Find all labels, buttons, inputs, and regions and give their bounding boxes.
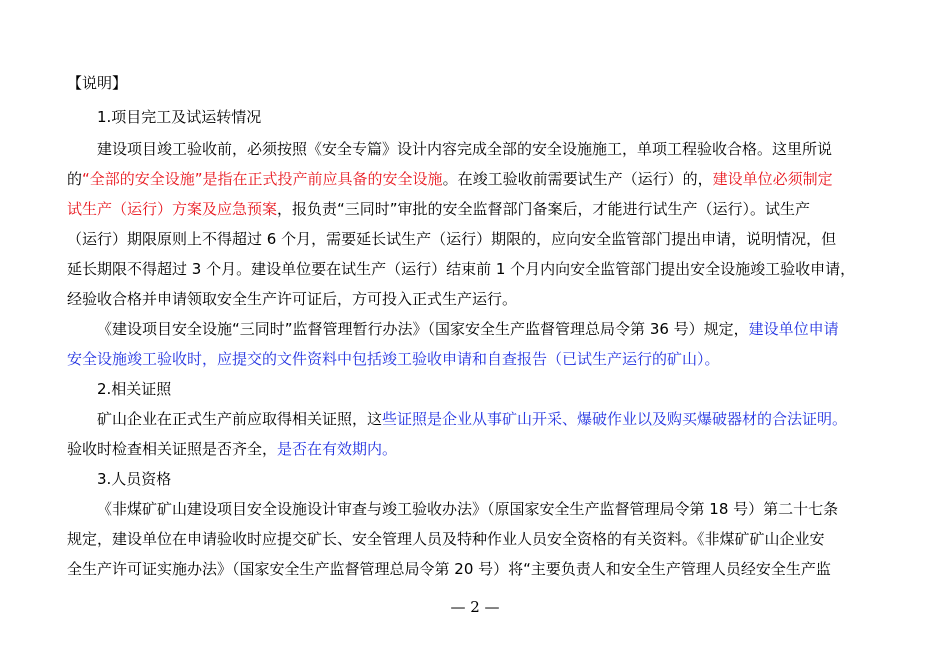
highlight-blue: 是否在有效期内。	[277, 440, 398, 458]
paragraph-2-line-2: 安全设施竣工验收时，应提交的文件资料中包括竣工验收申请和自查报告（已试生产运行的矿山）。	[67, 350, 720, 368]
paragraph-3-line-2: 验收时检查相关证照是否齐全，是否在有效期内。	[67, 440, 398, 458]
section-title-2: 2.相关证照	[97, 380, 172, 398]
paragraph-1-line-2: 的“全部的安全设施”是指在正式投产前应具备的安全设施。在竣工验收前需要试生产（运行）的，建设单位必须制定	[67, 170, 833, 188]
section-heading: 【说明】	[67, 74, 128, 92]
highlight-red: 建设单位必须制定	[712, 170, 833, 188]
paragraph-1-line-6: 经验收合格并申请领取安全生产许可证后，方可投入正式生产运行。	[67, 290, 518, 308]
highlight-red: 试生产（运行）方案及应急预案	[67, 200, 278, 218]
highlight-blue: 建设单位申请	[748, 320, 839, 338]
paragraph-4-line-2: 规定，建设单位在申请验收时应提交矿长、安全管理人员及特种作业人员安全资格的有关资料。《非煤矿矿山企业安	[67, 530, 825, 548]
highlight-blue: 些证照是企业从事矿山开采、爆破作业以及购买爆破器材的合法证明。	[382, 410, 848, 428]
page-number: — 2 —	[450, 598, 500, 616]
highlight-red: “全部的安全设施”是指在正式投产前应具备的安全设施	[82, 170, 443, 188]
paragraph-2-line-1: 《建设项目安全设施“三同时”监督管理暂行办法》（国家安全生产监督管理总局令第 36 号）规定，建设单位申请	[97, 320, 839, 338]
section-title-1: 1.项目完工及试运转情况	[97, 108, 262, 126]
paragraph-1-line-3: 试生产（运行）方案及应急预案，报负责“三同时”审批的安全监督部门备案后，才能进行试生产（运行）。试生产	[67, 200, 811, 218]
paragraph-1-line-1: 建设项目竣工验收前，必须按照《安全专篇》设计内容完成全部的安全设施施工，单项工程验收合格。这里所说	[97, 140, 833, 158]
paragraph-1-line-4: （运行）期限原则上不得超过 6 个月，需要延长试生产（运行）期限的，应向安全监管部门提出申请，说明情况，但	[67, 230, 837, 248]
paragraph-1-line-5: 延长期限不得超过 3 个月。建设单位要在试生产（运行）结束前 1 个月内向安全监管部门提出安全设施竣工验收申请，	[67, 260, 856, 278]
paragraph-4-line-1: 《非煤矿矿山建设项目安全设施设计审查与竣工验收办法》（原国家安全生产监督管理局令第 18 号）第二十七条	[97, 500, 839, 518]
paragraph-4-line-3: 全生产许可证实施办法》（国家安全生产监督管理总局令第 20 号）将“主要负责人和安全生产管理人员经安全生产监	[67, 560, 831, 578]
section-title-3: 3.人员资格	[97, 470, 172, 488]
paragraph-3-line-1: 矿山企业在正式生产前应取得相关证照，这些证照是企业从事矿山开采、爆破作业以及购买爆破器材的合法证明。	[97, 410, 848, 428]
